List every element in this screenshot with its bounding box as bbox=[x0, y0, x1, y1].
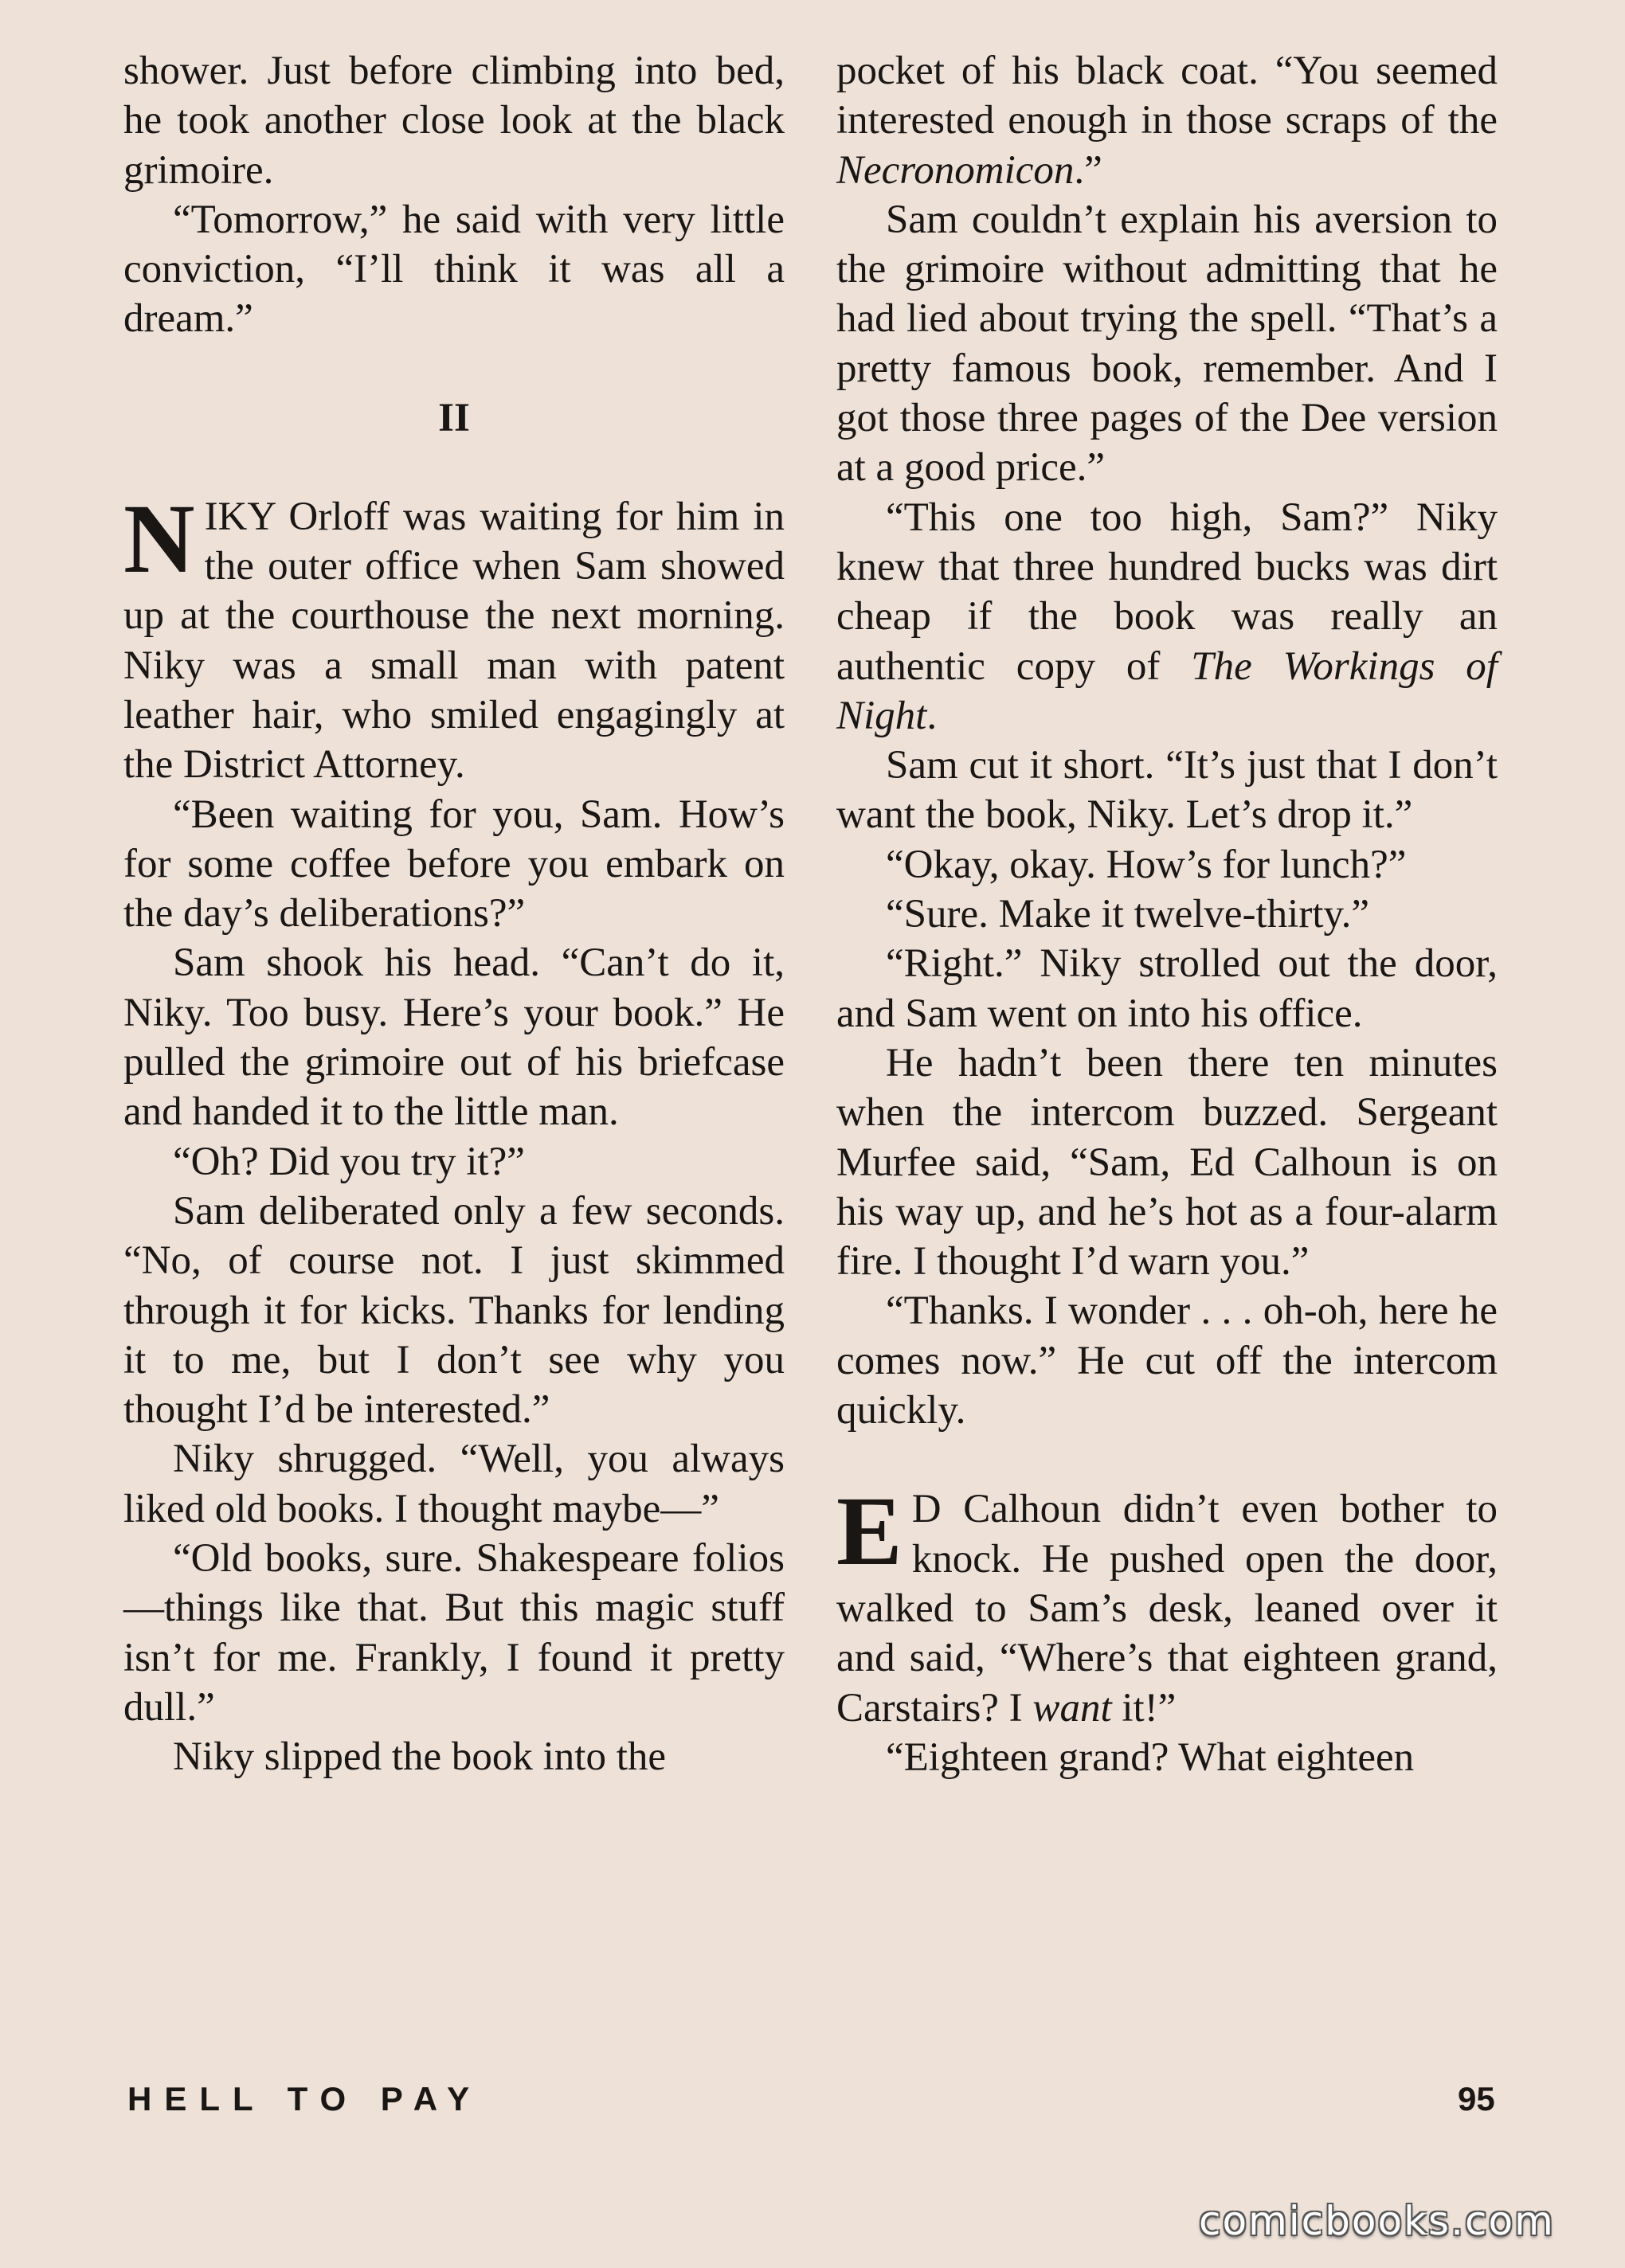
emphasis: want bbox=[1032, 1685, 1112, 1730]
paragraph bbox=[836, 46, 1498, 195]
section-number: II bbox=[438, 395, 470, 440]
paragraph bbox=[836, 1476, 1498, 1732]
text-run: “This one too high, Sam?” Niky knew that three hundred bucks was dirt cheap if the book was really an authentic copy of bbox=[836, 495, 1498, 689]
text-run: .” bbox=[1074, 147, 1102, 193]
paragraph: Niky shrugged. “Well, you always liked old books. I thought maybe—” bbox=[123, 1437, 785, 1531]
page-number: 95 bbox=[1458, 2080, 1495, 2117]
paragraph-text: IKY Orloff was waiting for him in the outer office when Sam showed up at the courthouse the next morning. Niky was a small man with patent leather hair, who smiled engagingly at the District Attorney. bbox=[123, 494, 785, 788]
paragraph: “Oh? Did you try it?” bbox=[173, 1139, 525, 1184]
paragraph: “Been waiting for you, Sam. How’s for some coffee before you embark on the day’s deliberations?” bbox=[123, 792, 785, 937]
paragraph: “Tomorrow,” he said with very little conviction, “I’ll think it was all a dream.” bbox=[123, 197, 785, 342]
paragraph: “Thanks. I wonder . . . oh-oh, here he comes now.” He cut off the intercom quickly. bbox=[836, 1288, 1498, 1433]
paragraph: “Eighteen grand? What eighteen bbox=[886, 1734, 1415, 1780]
watermark-logo: comicbooks.com bbox=[1199, 2198, 1555, 2244]
text-run: D Calhoun didn’t even bother to knock. He pushed open the door, walked to Sam’s desk, leaned over it and said, “Where’s that eighteen grand, Carstairs? I bbox=[836, 1487, 1498, 1730]
text-run: it!” bbox=[1111, 1685, 1177, 1730]
paragraph bbox=[123, 483, 785, 790]
paragraph: Sam shook his head. “Can’t do it, Niky. Too busy. Here’s your book.” He pulled the grimoire out of his briefcase and handed it to the little man. bbox=[123, 940, 785, 1135]
paragraph: Niky slipped the book into the bbox=[173, 1734, 667, 1780]
paragraph: “Right.” Niky strolled out the door, and Sam went on into his office. bbox=[836, 941, 1498, 1036]
paragraph: Sam couldn’t explain his aversion to the grimoire without admitting that he had lied about trying the spell. “That’s a pretty famous book, remember. And I got those three pages of the Dee version at a good price.” bbox=[836, 197, 1498, 491]
left-column bbox=[123, 46, 785, 1782]
right-column bbox=[836, 46, 1498, 1782]
paragraph: “Sure. Make it twelve-thirty.” bbox=[886, 892, 1370, 937]
text-run: . bbox=[926, 693, 938, 738]
paragraph: He hadn’t been there ten minutes when the intercom buzzed. Sergeant Murfee said, “Sam, Ed Calhoun is on his way up, and he’s hot as a four-alarm fire. I thought I’d warn you.” bbox=[836, 1040, 1498, 1285]
paragraph: Sam cut it short. “It’s just that I don’t want the book, Niky. Let’s drop it.” bbox=[836, 743, 1498, 838]
drop-cap: E bbox=[836, 1476, 903, 1586]
section-break bbox=[836, 1435, 1498, 1484]
book-title: The Workings of Night bbox=[836, 643, 1498, 738]
drop-cap: N bbox=[123, 483, 195, 593]
running-footer-title: HELL TO PAY bbox=[127, 2080, 483, 2117]
paragraph bbox=[836, 493, 1498, 741]
text-run: pocket of his black coat. “You seemed interested enough in those scraps of the bbox=[836, 49, 1498, 143]
book-title: Necronomicon bbox=[836, 147, 1075, 193]
paragraph: shower. Just before climbing into bed, he took another close look at the black grimoire. bbox=[123, 49, 785, 193]
paragraph: “Old books, sure. Shakespeare folios—things like that. But this magic stuff isn’t for me. Frankly, I found it pretty dull.” bbox=[123, 1536, 785, 1730]
paragraph: Sam deliberated only a few seconds. “No, of course not. I just skimmed through it for kicks. Thanks for lending it to me, but I don’t see why you thought I’d be interested.” bbox=[123, 1188, 785, 1433]
paragraph: “Okay, okay. How’s for lunch?” bbox=[886, 842, 1407, 887]
